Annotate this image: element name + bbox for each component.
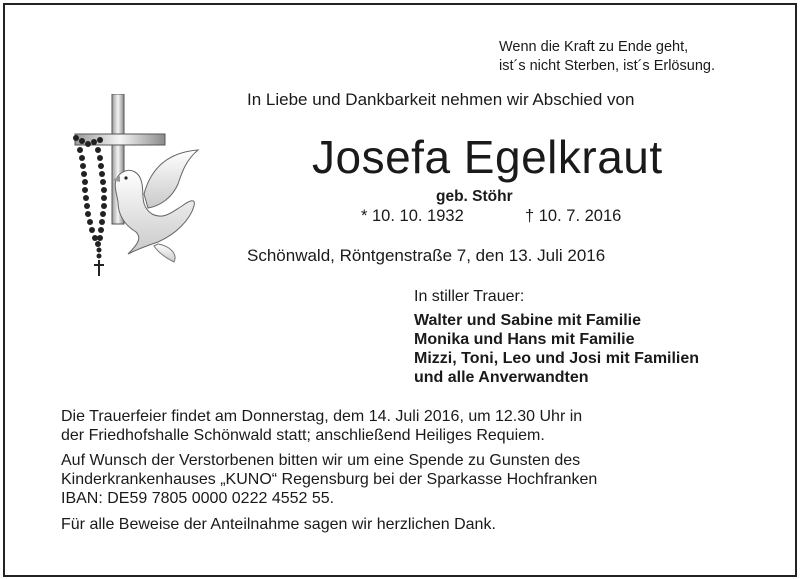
donation-line-1: Auf Wunsch der Verstorbenen bitten wir um eine Spende zu Gunsten des — [61, 452, 581, 469]
mourners-list — [414, 311, 699, 387]
mourner-line: und alle Anverwandten — [414, 369, 589, 386]
dove-icon — [112, 150, 198, 262]
rosary-icon — [73, 135, 107, 276]
mourner-line: Monika und Hans mit Familie — [414, 331, 635, 348]
motto-line-2: ist´s nicht Sterben, ist´s Erlösung. — [499, 58, 715, 74]
mourning-label: In stiller Trauer: — [414, 288, 525, 305]
funeral-line-2: der Friedhofshalle Schönwald statt; anschließend Heiliges Requiem. — [61, 427, 545, 444]
place-and-date: Schönwald, Röntgenstraße 7, den 13. Juli 2016 — [247, 246, 606, 265]
motto-line-1: Wenn die Kraft zu Ende geht, — [499, 39, 689, 55]
birth-date: * 10. 10. 1932 — [361, 207, 464, 225]
deceased-name: Josefa Egelkraut — [312, 131, 663, 183]
maiden-name: geb. Stöhr — [436, 188, 513, 205]
funeral-paragraph — [61, 407, 582, 445]
intro-text: In Liebe und Dankbarkeit nehmen wir Abschied von — [247, 90, 635, 109]
death-date: † 10. 7. 2016 — [525, 207, 622, 225]
thanks-text: Für alle Beweise der Anteilnahme sagen wir herzlichen Dank. — [61, 516, 496, 533]
donation-paragraph — [61, 451, 597, 508]
mourner-line: Mizzi, Toni, Leo und Josi mit Familien — [414, 350, 700, 367]
cross-dove-rosary-image — [60, 94, 200, 284]
donation-line-3: IBAN: DE59 7805 0000 0222 4552 55. — [61, 490, 335, 507]
mourner-line: Walter und Sabine mit Familie — [414, 312, 641, 329]
motto — [499, 38, 715, 76]
donation-line-2: Kinderkrankenhauses „KUNO“ Regensburg bei der Sparkasse Hochfranken — [61, 471, 598, 488]
funeral-line-1: Die Trauerfeier findet am Donnerstag, dem 14. Juli 2016, um 12.30 Uhr in — [61, 408, 583, 425]
